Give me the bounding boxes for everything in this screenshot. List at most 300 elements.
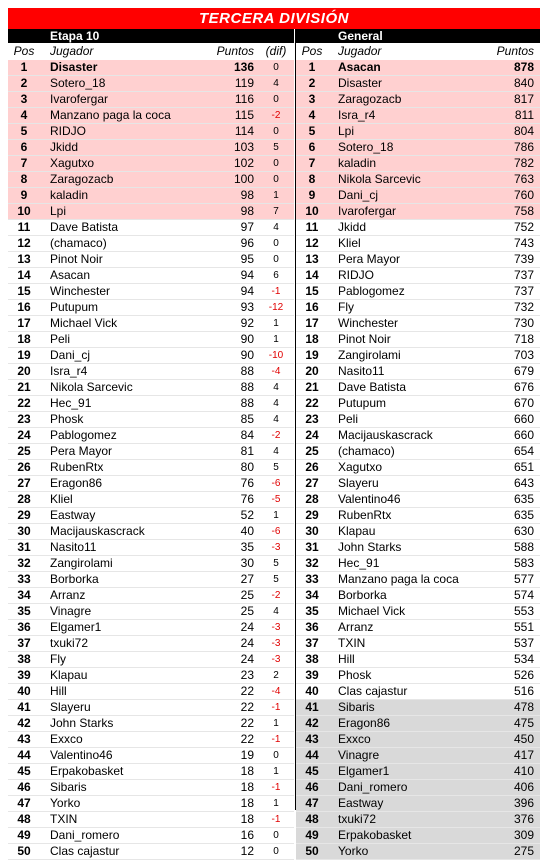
row-diff: 1 [273, 718, 279, 729]
table-row [8, 844, 294, 860]
row-position: 8 [308, 172, 316, 186]
row-points: 574 [513, 588, 534, 602]
row-diff: -6 [271, 478, 281, 489]
row-player: Fly [338, 300, 354, 314]
table-row [296, 172, 540, 188]
row-diff: 4 [273, 78, 279, 89]
table-row [296, 556, 540, 572]
table-row [8, 652, 294, 668]
row-diff: 0 [273, 750, 279, 761]
row-player: Asacan [338, 60, 381, 74]
row-points: 94 [240, 284, 254, 298]
row-diff: 4 [273, 222, 279, 233]
row-diff: -3 [271, 542, 281, 553]
row-player: Pablogomez [50, 428, 117, 442]
table-row [296, 812, 540, 828]
row-points: 22 [240, 732, 254, 746]
row-points: 840 [513, 76, 534, 90]
row-player: Macijauskascrack [338, 428, 433, 442]
row-points: 635 [513, 492, 534, 506]
row-points: 630 [513, 524, 534, 538]
row-points: 417 [513, 748, 534, 762]
row-position: 9 [308, 188, 316, 202]
row-player: Putupum [338, 396, 387, 410]
row-points: 670 [513, 396, 534, 410]
row-points: 25 [240, 604, 254, 618]
row-position: 35 [17, 604, 31, 618]
row-position: 24 [17, 428, 31, 442]
row-diff: 0 [273, 94, 279, 105]
row-position: 39 [17, 668, 31, 682]
table-row [296, 364, 540, 380]
table-row [296, 700, 540, 716]
row-points: 732 [513, 300, 534, 314]
row-diff: 0 [273, 126, 279, 137]
row-player: Vinagre [50, 604, 92, 618]
row-points: 516 [513, 684, 534, 698]
row-points: 660 [513, 412, 534, 426]
row-points: 718 [513, 332, 534, 346]
row-points: 396 [513, 796, 534, 810]
row-player: Sibaris [50, 780, 87, 794]
row-points: 679 [513, 364, 534, 378]
table-row [8, 476, 294, 492]
row-position: 25 [17, 444, 31, 458]
row-player: Jkidd [50, 140, 79, 154]
row-diff: 7 [273, 206, 279, 217]
row-position: 11 [17, 220, 31, 234]
row-player: Yorko [50, 796, 81, 810]
general-player-header: Jugador [338, 44, 382, 58]
table-row [8, 668, 294, 684]
row-player: Exxco [50, 732, 83, 746]
table-row [296, 188, 540, 204]
row-points: 583 [513, 556, 534, 570]
table-row [296, 460, 540, 476]
row-player: RIDJO [50, 124, 86, 138]
row-points: 97 [240, 220, 254, 234]
table-row [8, 604, 294, 620]
row-position: 49 [17, 828, 31, 842]
row-points: 119 [234, 76, 254, 90]
table-row [296, 796, 540, 812]
row-diff: 5 [273, 142, 279, 153]
row-player: Yorko [338, 844, 369, 858]
row-position: 48 [17, 812, 31, 826]
row-points: 758 [513, 204, 534, 218]
table-row [8, 508, 294, 524]
row-diff: 1 [273, 766, 279, 777]
row-player: Clas cajastur [338, 684, 408, 698]
table-row [296, 524, 540, 540]
row-position: 43 [17, 732, 31, 746]
row-player: Kliel [338, 236, 361, 250]
row-diff: 1 [273, 334, 279, 345]
general-label: General [338, 29, 383, 43]
row-position: 7 [20, 156, 28, 170]
table-row [296, 828, 540, 844]
row-points: 24 [240, 652, 254, 666]
table-row [8, 300, 294, 316]
row-points: 27 [240, 572, 254, 586]
row-points: 136 [233, 60, 254, 74]
row-position: 10 [305, 204, 319, 218]
row-position: 29 [305, 508, 319, 522]
row-position: 3 [308, 92, 316, 106]
row-points: 410 [513, 764, 534, 778]
row-player: Michael Vick [50, 316, 118, 330]
table-row [8, 316, 294, 332]
row-position: 40 [17, 684, 31, 698]
row-points: 88 [240, 364, 254, 378]
row-player: Nasito11 [338, 364, 385, 378]
row-diff: 6 [273, 270, 279, 281]
row-points: 730 [513, 316, 534, 330]
table-row [8, 572, 294, 588]
table-row [8, 524, 294, 540]
table-row [8, 364, 294, 380]
row-points: 76 [240, 492, 254, 506]
row-position: 42 [17, 716, 31, 730]
row-position: 23 [17, 412, 31, 426]
table-row [296, 348, 540, 364]
table-row [8, 92, 294, 108]
general-pos-header: Pos [301, 44, 323, 58]
row-diff: 0 [273, 174, 279, 185]
table-row [296, 620, 540, 636]
row-position: 36 [17, 620, 31, 634]
table-row [296, 844, 540, 860]
table-row [296, 428, 540, 444]
row-diff: 5 [273, 558, 279, 569]
row-player: Arranz [50, 588, 86, 602]
row-position: 50 [305, 844, 319, 858]
row-diff: 1 [273, 798, 279, 809]
row-position: 39 [305, 668, 319, 682]
row-position: 33 [17, 572, 31, 586]
row-player: Xagutxo [338, 460, 383, 474]
row-position: 13 [305, 252, 319, 266]
table-row [8, 540, 294, 556]
row-player: (chamaco) [338, 444, 395, 458]
row-points: 22 [240, 716, 254, 730]
row-diff: 4 [273, 414, 279, 425]
row-position: 33 [305, 572, 319, 586]
row-player: Ivarofergar [338, 204, 397, 218]
table-row [8, 588, 294, 604]
row-player: Pablogomez [338, 284, 405, 298]
row-points: 35 [240, 540, 254, 554]
row-points: 878 [513, 60, 534, 74]
row-position: 22 [305, 396, 319, 410]
row-points: 654 [513, 444, 534, 458]
row-diff: -1 [271, 814, 281, 825]
row-position: 42 [305, 716, 319, 730]
row-player: Erpakobasket [338, 828, 412, 842]
stage-pos-header: Pos [13, 44, 35, 58]
row-points: 103 [233, 140, 254, 154]
table-row [8, 812, 294, 828]
row-player: Zangirolami [50, 556, 113, 570]
table-row [296, 684, 540, 700]
table-row [296, 604, 540, 620]
row-position: 27 [305, 476, 319, 490]
row-position: 46 [305, 780, 319, 794]
table-row [8, 284, 294, 300]
table-row [8, 332, 294, 348]
row-points: 18 [240, 796, 254, 810]
row-diff: -6 [271, 526, 281, 537]
row-diff: 0 [273, 158, 279, 169]
row-points: 309 [513, 828, 534, 842]
table-row [296, 220, 540, 236]
table-row [296, 652, 540, 668]
row-position: 29 [17, 508, 31, 522]
row-player: Lpi [50, 204, 67, 218]
row-player: Disaster [50, 60, 98, 74]
row-player: Sotero_18 [50, 76, 106, 90]
row-points: 24 [240, 636, 254, 650]
row-diff: 0 [273, 830, 279, 841]
row-player: Isra_r4 [50, 364, 88, 378]
row-player: Valentino46 [338, 492, 401, 506]
row-points: 94 [240, 268, 254, 282]
row-player: Dani_cj [50, 348, 91, 362]
row-diff: 1 [273, 190, 279, 201]
row-player: Sotero_18 [338, 140, 394, 154]
row-points: 92 [240, 316, 254, 330]
table-row [8, 684, 294, 700]
row-position: 16 [305, 300, 319, 314]
row-position: 2 [20, 76, 28, 90]
row-player: Exxco [338, 732, 371, 746]
row-points: 577 [513, 572, 534, 586]
row-player: Disaster [338, 76, 383, 90]
row-diff: -1 [271, 734, 281, 745]
row-position: 14 [305, 268, 319, 282]
row-position: 32 [17, 556, 31, 570]
row-position: 28 [305, 492, 319, 506]
row-player: Valentino46 [50, 748, 113, 762]
table-row [8, 268, 294, 284]
row-position: 1 [20, 60, 28, 74]
row-player: Nikola Sarcevic [50, 380, 133, 394]
row-points: 817 [513, 92, 534, 106]
row-points: 102 [233, 156, 254, 170]
row-diff: 4 [273, 606, 279, 617]
row-points: 76 [240, 476, 254, 490]
row-points: 93 [240, 300, 254, 314]
row-points: 478 [513, 700, 534, 714]
row-points: 676 [513, 380, 534, 394]
row-points: 98 [240, 204, 254, 218]
row-diff: 1 [273, 510, 279, 521]
row-position: 1 [308, 60, 316, 74]
row-points: 52 [240, 508, 254, 522]
table-row [8, 780, 294, 796]
row-position: 17 [17, 316, 31, 330]
table-row [8, 220, 294, 236]
row-points: 85 [240, 412, 254, 426]
row-points: 450 [513, 732, 534, 746]
table-row [8, 620, 294, 636]
row-player: Pera Mayor [50, 444, 113, 458]
table-row [296, 76, 540, 92]
row-position: 38 [305, 652, 319, 666]
row-diff: -2 [271, 430, 281, 441]
row-player: Jkidd [338, 220, 367, 234]
table-row [296, 236, 540, 252]
row-points: 95 [240, 252, 254, 266]
row-player: Eragon86 [338, 716, 391, 730]
row-player: Zaragozacb [338, 92, 402, 106]
row-points: 40 [240, 524, 254, 538]
row-player: Winchester [50, 284, 111, 298]
row-player: txuki72 [50, 636, 89, 650]
row-diff: -3 [271, 622, 281, 633]
stage-section-header [8, 29, 294, 43]
row-points: 18 [240, 764, 254, 778]
row-player: Hec_91 [50, 396, 92, 410]
row-points: 752 [513, 220, 534, 234]
row-points: 96 [240, 236, 254, 250]
row-diff: -10 [268, 350, 284, 361]
table-row [296, 492, 540, 508]
table-row [296, 284, 540, 300]
table-row [296, 156, 540, 172]
table-row [8, 764, 294, 780]
stage-points-header: Puntos [216, 44, 254, 58]
table-row [8, 108, 294, 124]
table-row [296, 124, 540, 140]
table-row [296, 60, 540, 76]
table-row [296, 268, 540, 284]
table-row [296, 572, 540, 588]
row-player: Elgamer1 [50, 620, 102, 634]
row-points: 782 [513, 156, 534, 170]
row-position: 37 [305, 636, 319, 650]
row-points: 19 [240, 748, 254, 762]
row-diff: -3 [271, 654, 281, 665]
row-player: Nasito11 [50, 540, 97, 554]
row-position: 12 [17, 236, 31, 250]
row-position: 21 [305, 380, 319, 394]
row-points: 475 [513, 716, 534, 730]
table-row [8, 156, 294, 172]
row-diff: 4 [273, 398, 279, 409]
row-diff: 0 [273, 238, 279, 249]
table-row [8, 412, 294, 428]
table-row [296, 380, 540, 396]
stage-label: Etapa 10 [50, 29, 100, 43]
row-position: 40 [305, 684, 319, 698]
row-position: 2 [308, 76, 316, 90]
row-player: Sibaris [338, 700, 375, 714]
table-row [296, 204, 540, 220]
table-row [8, 828, 294, 844]
row-player: Slayeru [338, 476, 379, 490]
row-diff: -4 [271, 686, 281, 697]
row-points: 376 [513, 812, 534, 826]
row-diff: 5 [273, 574, 279, 585]
table-row [8, 428, 294, 444]
row-position: 36 [305, 620, 319, 634]
table-row [8, 556, 294, 572]
row-position: 44 [17, 748, 31, 762]
table-row [296, 396, 540, 412]
row-position: 47 [17, 796, 31, 810]
table-row [8, 716, 294, 732]
row-position: 46 [17, 780, 31, 794]
row-diff: -1 [271, 286, 281, 297]
row-position: 43 [305, 732, 319, 746]
row-points: 737 [513, 284, 534, 298]
row-points: 643 [513, 476, 534, 490]
row-player: (chamaco) [50, 236, 107, 250]
row-position: 44 [305, 748, 319, 762]
row-player: Pera Mayor [338, 252, 401, 266]
table-row [8, 700, 294, 716]
row-points: 116 [234, 92, 254, 106]
row-player: Asacan [50, 268, 91, 282]
row-points: 760 [513, 188, 534, 202]
row-position: 9 [20, 188, 28, 202]
row-points: 23 [240, 668, 254, 682]
row-player: Slayeru [50, 700, 91, 714]
table-row [8, 492, 294, 508]
row-player: Dave Batista [338, 380, 407, 394]
row-player: Clas cajastur [50, 844, 120, 858]
row-position: 13 [17, 252, 31, 266]
row-points: 90 [240, 332, 254, 346]
row-diff: -3 [271, 638, 281, 649]
row-points: 651 [513, 460, 534, 474]
row-position: 41 [305, 700, 319, 714]
table-row [8, 140, 294, 156]
row-player: Michael Vick [338, 604, 406, 618]
row-points: 526 [513, 668, 534, 682]
row-player: Phosk [338, 668, 372, 682]
row-player: RubenRtx [338, 508, 392, 522]
row-player: TXIN [50, 812, 78, 826]
table-row [8, 636, 294, 652]
row-points: 16 [240, 828, 254, 842]
table-row [8, 444, 294, 460]
row-position: 15 [17, 284, 31, 298]
row-player: Hill [338, 652, 355, 666]
row-position: 6 [20, 140, 28, 154]
row-player: Ivarofergar [50, 92, 109, 106]
row-points: 406 [513, 780, 534, 794]
row-player: John Starks [338, 540, 402, 554]
general-section-header [296, 29, 540, 43]
table-row [296, 764, 540, 780]
row-points: 553 [513, 604, 534, 618]
row-points: 80 [240, 460, 254, 474]
row-position: 47 [305, 796, 319, 810]
row-points: 24 [240, 620, 254, 634]
row-player: Phosk [50, 412, 84, 426]
row-points: 12 [240, 844, 254, 858]
row-position: 19 [305, 348, 319, 362]
row-position: 27 [17, 476, 31, 490]
row-points: 763 [513, 172, 534, 186]
table-row [8, 396, 294, 412]
row-position: 14 [17, 268, 31, 282]
row-points: 804 [513, 124, 534, 138]
row-player: Klapau [338, 524, 376, 538]
row-player: John Starks [50, 716, 114, 730]
